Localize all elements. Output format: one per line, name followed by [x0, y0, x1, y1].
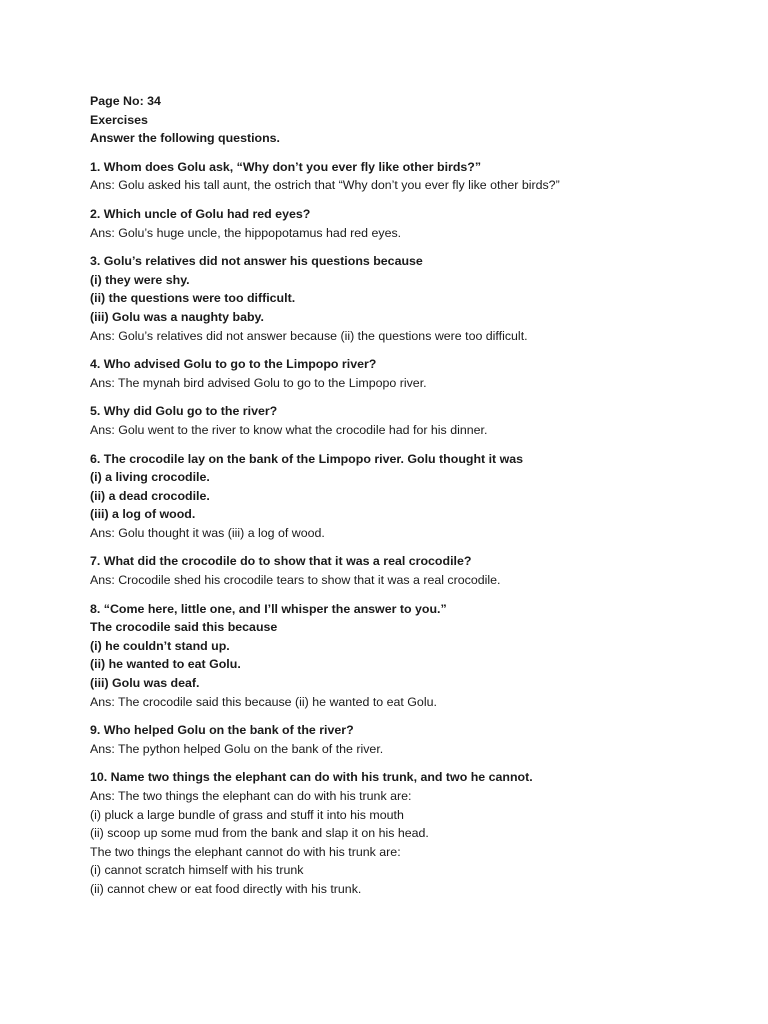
answer-text: Ans: The mynah bird advised Golu to go to the Limpopo river. — [90, 375, 427, 390]
question-text: 3. Golu’s relatives did not answer his questions because — [90, 254, 423, 269]
question-answer-list — [90, 158, 728, 899]
question-block — [90, 355, 728, 392]
question-text: 6. The crocodile lay on the bank of the Limpopo river. Golu thought it was — [90, 451, 524, 466]
question-text: 10. Name two things the elephant can do with his trunk, and two he cannot. — [90, 770, 533, 785]
question-text: 9. Who helped Golu on the bank of the river? — [90, 723, 354, 738]
question-option: (i) a living crocodile. — [90, 470, 210, 485]
question-text: 4. Who advised Golu to go to the Limpopo river? — [90, 357, 377, 372]
question-option: (ii) a dead crocodile. — [90, 488, 210, 503]
question-text: 8. “Come here, little one, and I’ll whisper the answer to you.” — [90, 601, 447, 616]
answer-text: Ans: Golu’s huge uncle, the hippopotamus had red eyes. — [90, 225, 402, 240]
question-block — [90, 158, 728, 195]
question-block — [90, 721, 728, 758]
question-option: (ii) the questions were too difficult. — [90, 291, 296, 306]
instruction-text: Answer the following questions. — [90, 131, 280, 146]
question-block — [90, 600, 728, 712]
question-option: (ii) he wanted to eat Golu. — [90, 657, 241, 672]
answer-text: Ans: The two things the elephant can do with his trunk are: — [90, 789, 412, 803]
question-option: (i) they were shy. — [90, 272, 190, 287]
section-title: Exercises — [90, 112, 148, 127]
question-block — [90, 205, 728, 242]
question-text: 7. What did the crocodile do to show that it was a real crocodile? — [90, 554, 472, 569]
question-option: (iii) a log of wood. — [90, 507, 196, 522]
question-option: (i) he couldn’t stand up. — [90, 638, 230, 653]
answer-text: Ans: Golu’s relatives did not answer because (ii) the questions were too difficult. — [90, 328, 528, 343]
answer-text: (ii) cannot chew or eat food directly with his trunk. — [90, 881, 362, 896]
answer-text: (ii) scoop up some mud from the bank and slap it on his head. — [90, 826, 429, 841]
question-block — [90, 402, 728, 439]
page-number: Page No: 34 — [90, 94, 161, 108]
question-option: (iii) Golu was a naughty baby. — [90, 309, 264, 324]
question-block — [90, 450, 728, 543]
answer-text: (i) pluck a large bundle of grass and stuff it into his mouth — [90, 807, 404, 822]
question-block — [90, 552, 728, 589]
answer-text: Ans: The crocodile said this because (ii) he wanted to eat Golu. — [90, 694, 437, 709]
question-block — [90, 252, 728, 345]
page-header — [90, 92, 728, 148]
answer-text: Ans: Golu went to the river to know what the crocodile had for his dinner. — [90, 422, 488, 437]
answer-text: Ans: Golu asked his tall aunt, the ostrich that “Why don’t you ever fly like other birds?” — [90, 178, 560, 193]
answer-text: The two things the elephant cannot do with his trunk are: — [90, 844, 401, 859]
question-text: 2. Which uncle of Golu had red eyes? — [90, 206, 311, 221]
answer-text: Ans: Golu thought it was (iii) a log of wood. — [90, 525, 325, 540]
question-text: 5. Why did Golu go to the river? — [90, 404, 278, 419]
question-option: (iii) Golu was deaf. — [90, 676, 200, 691]
answer-text: (i) cannot scratch himself with his trunk — [90, 863, 304, 878]
question-block — [90, 768, 728, 898]
question-text: 1. Whom does Golu ask, “Why don’t you ever fly like other birds?” — [90, 159, 482, 174]
answer-text: Ans: Crocodile shed his crocodile tears to show that it was a real crocodile. — [90, 573, 501, 588]
question-option: The crocodile said this because — [90, 620, 278, 635]
answer-text: Ans: The python helped Golu on the bank of the river. — [90, 741, 384, 756]
